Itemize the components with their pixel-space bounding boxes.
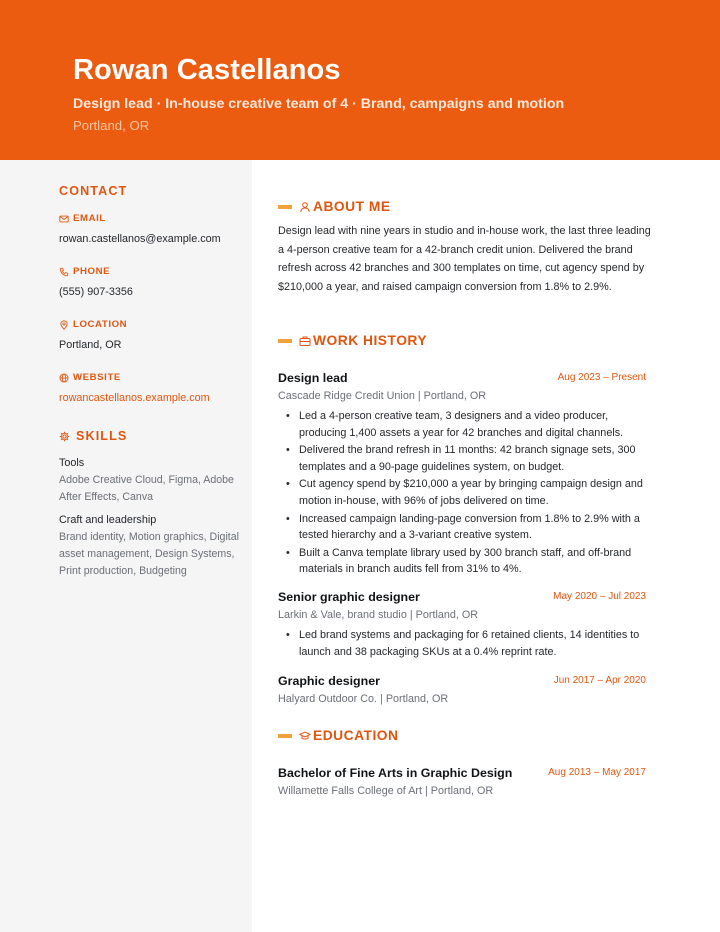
job-dates: Jun 2017 – Apr 2020 — [553, 675, 646, 686]
skill-group-title: Tools — [59, 457, 85, 469]
skills-heading — [59, 429, 127, 443]
phone-label — [59, 266, 110, 277]
job-bullet: • Led a 4-person creative team, 3 designers and a video producer, producing 1,400 assets a year for 42 branches and digital channels. — [286, 408, 656, 441]
email-label — [59, 213, 106, 224]
job-title: Graphic designer — [278, 674, 380, 688]
school-name: Willamette Falls College of Art | Portland, OR — [278, 785, 494, 797]
section-accent-bar — [278, 205, 292, 209]
job-organization: Halyard Outdoor Co. | Portland, OR — [278, 693, 449, 705]
about-heading — [278, 199, 391, 214]
briefcase-icon — [299, 335, 311, 347]
contact-heading: CONTACT — [59, 184, 128, 198]
job-bullet: • Led brand systems and packaging for 6 retained clients, 14 identities to launch and 38 packaging SKUs at a 0.4% reprint rate. — [286, 627, 656, 660]
work-heading — [278, 333, 427, 348]
website-label — [59, 372, 121, 383]
envelope-icon — [59, 214, 69, 224]
skills-heading-text: SKILLS — [76, 429, 128, 443]
job-dates: Aug 2023 – Present — [557, 372, 646, 383]
education-heading-text: EDUCATION — [313, 728, 399, 743]
section-accent-bar — [278, 734, 292, 738]
job-bullet: • Cut agency spend by $210,000 a year by bringing campaign design and motion in-house, with 96% of jobs delivered on time. — [286, 476, 656, 509]
phone-label-text: PHONE — [73, 266, 111, 277]
location-value: Portland, OR — [59, 339, 122, 351]
degree-title: Bachelor of Fine Arts in Graphic Design — [278, 766, 513, 780]
email-label-text: EMAIL — [73, 213, 106, 224]
job-bullets — [286, 408, 656, 579]
skill-group-items: Adobe Creative Cloud, Figma, Adobe After Effects, Canva — [59, 474, 234, 503]
job-organization: Larkin & Vale, brand studio | Portland, OR — [278, 609, 479, 621]
graduation-cap-icon — [299, 730, 311, 742]
job-title: Senior graphic designer — [278, 590, 420, 604]
about-text: Design lead with nine years in studio and in-house work, the last three leading a 4-person creative team for a 42-branch credit union. Delivered the brand refresh across 42 branches and 300 templates on time, cut agency spend by $210,000 a year, and raised campaign conversion from 1.8% to 2.9%. — [278, 225, 651, 293]
candidate-headline: Design lead · In-house creative team of 4 · Brand, campaigns and motion — [73, 96, 565, 112]
candidate-location: Portland, OR — [73, 118, 150, 133]
skill-group-items: Brand identity, Motion graphics, Digital asset management, Design Systems, Print production, Budgeting — [59, 531, 239, 577]
job-dates: May 2020 – Jul 2023 — [553, 591, 646, 602]
location-label — [59, 319, 127, 330]
skill-group-title: Craft and leadership — [59, 514, 157, 526]
work-heading-text: WORK HISTORY — [313, 333, 428, 348]
user-icon — [299, 201, 311, 213]
phone-value: (555) 907-3356 — [59, 286, 133, 298]
job-bullet: • Delivered the brand refresh in 11 months: 42 branch signage sets, 300 templates and a 90-page guidelines system, on budget. — [286, 442, 656, 475]
location-label-text: LOCATION — [73, 319, 128, 330]
education-heading — [278, 728, 399, 743]
website-label-text: WEBSITE — [73, 372, 121, 383]
job-bullet: • Increased campaign landing-page conversion from 1.8% to 2.9% with a tested hierarchy and a 3-variant creative system. — [286, 511, 656, 544]
website-link[interactable]: rowancastellanos.example.com — [59, 392, 210, 404]
job-bullets — [286, 627, 656, 661]
job-title: Design lead — [278, 371, 348, 385]
email-value[interactable]: rowan.castellanos@example.com — [59, 233, 221, 245]
map-pin-icon — [59, 320, 69, 330]
job-bullet: • Built a Canva template library used by 300 branch staff, and off-brand materials in branch audits fell from 31% to 4%. — [286, 545, 656, 578]
education-dates: Aug 2013 – May 2017 — [548, 767, 646, 778]
candidate-name: Rowan Castellanos — [73, 54, 341, 86]
gear-icon — [59, 431, 70, 442]
section-accent-bar — [278, 339, 292, 343]
phone-icon — [59, 267, 69, 277]
job-organization: Cascade Ridge Credit Union | Portland, OR — [278, 390, 487, 402]
resume-header — [0, 0, 720, 160]
globe-icon — [59, 373, 69, 383]
about-heading-text: ABOUT ME — [313, 199, 391, 214]
